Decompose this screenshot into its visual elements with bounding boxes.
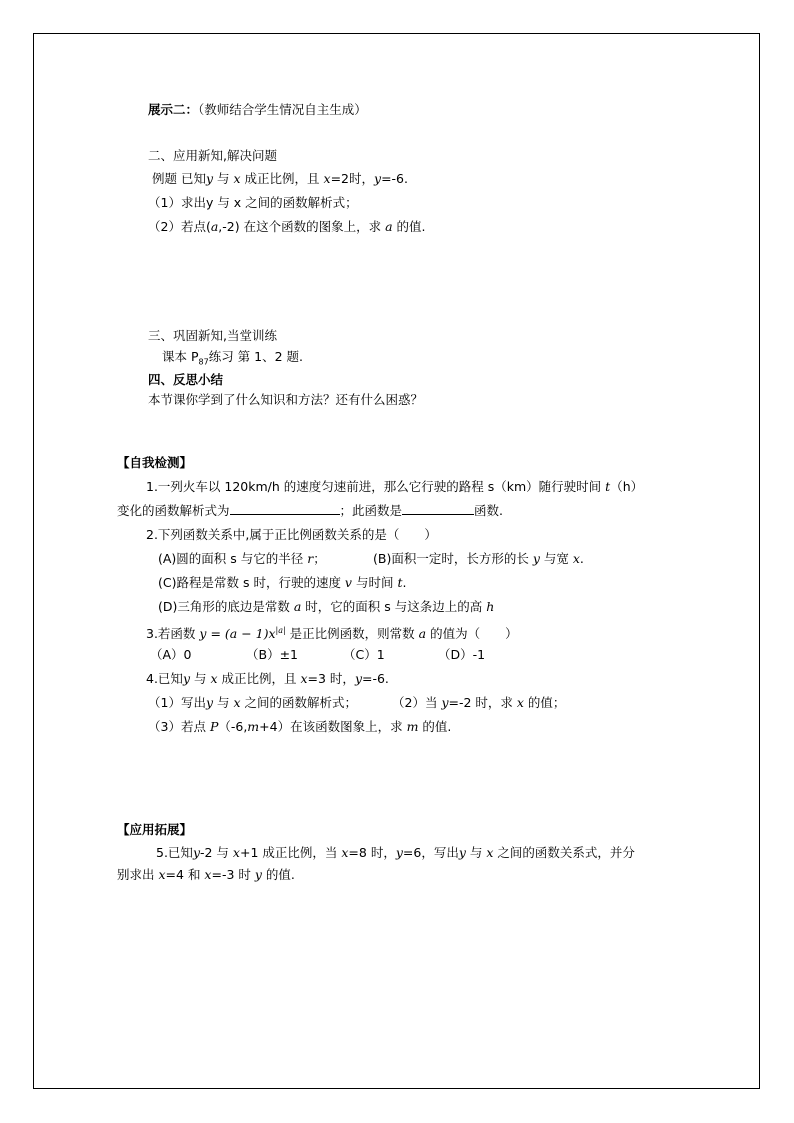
text: 与 xyxy=(190,671,211,686)
text: . xyxy=(402,575,407,590)
selftest-q2a xyxy=(158,551,326,567)
text: =2时， xyxy=(330,171,375,186)
page-subscript: 87 xyxy=(198,357,209,367)
text: （2）当 xyxy=(392,695,442,710)
sec4-line: 本节课你学到了什么知识和方法？还有什么困惑？ xyxy=(148,392,424,407)
text: 的值. xyxy=(418,719,452,734)
formula: y = (a − 1)x xyxy=(199,626,276,642)
text: 时，它的面积 s 与这条边上的高 xyxy=(301,599,487,614)
text: 练习 第 1、2 题. xyxy=(208,349,304,364)
text: (B)面积一定时，长方形的长 xyxy=(373,551,533,566)
answer-blank[interactable] xyxy=(402,503,474,515)
show2-label: 展示二： xyxy=(148,102,199,117)
text: 3.若函数 xyxy=(146,626,200,642)
text: 之间的函数关系式，并分 xyxy=(493,845,635,860)
var-y: y xyxy=(395,845,403,860)
var-x: x xyxy=(572,551,580,566)
text: (A)圆的面积 s 与它的半径 xyxy=(158,551,308,566)
text: =4 和 xyxy=(165,867,205,882)
var-x: x xyxy=(233,695,241,710)
selftest-q2: 2.下列函数关系中,属于正比例函数关系的是（ ） xyxy=(146,527,437,542)
selftest-q1 xyxy=(146,479,643,495)
text: (D)三角形的底边是常数 xyxy=(158,599,294,614)
sec2-example xyxy=(152,171,408,187)
text: 与时间 xyxy=(351,575,398,590)
var-y: y xyxy=(374,171,382,186)
var-y: y xyxy=(458,845,466,860)
var-r: r xyxy=(307,551,314,566)
text: +1 成正比例，当 xyxy=(239,845,342,860)
var-a: a xyxy=(210,219,219,234)
selftest-q3-option-c: （C）1 xyxy=(343,647,385,662)
text: =-6. xyxy=(381,171,408,186)
text: 的值. xyxy=(392,219,426,234)
text: 别求出 xyxy=(117,867,159,882)
answer-blank[interactable] xyxy=(230,503,340,515)
var-x: x xyxy=(323,171,331,186)
text: =-6. xyxy=(362,671,389,686)
text: 函数. xyxy=(474,503,504,518)
extend-line-1 xyxy=(156,845,635,861)
var-t: t xyxy=(605,479,611,494)
text: （3）若点 xyxy=(148,719,210,734)
var-a: a xyxy=(385,219,393,234)
selftest-q4a xyxy=(148,695,357,711)
text: （h） xyxy=(610,479,644,494)
text: =-3 时 xyxy=(211,867,255,882)
text: -2 与 xyxy=(200,845,233,860)
var-x: x xyxy=(210,671,218,686)
var-m: m xyxy=(247,719,260,734)
text: +4）在该函数图象上，求 xyxy=(259,719,407,734)
selftest-q2d xyxy=(158,599,494,615)
var-x: x xyxy=(232,845,240,860)
example-label: 例题 已知 xyxy=(152,171,206,186)
text: ；此函数是 xyxy=(339,503,403,518)
extend-heading: 【应用拓展】 xyxy=(117,822,193,837)
selftest-q4 xyxy=(146,671,389,687)
text: 与 xyxy=(465,845,487,860)
text: 的值为（ ） xyxy=(426,626,518,642)
var-p: P xyxy=(209,719,219,734)
var-x: x xyxy=(486,845,494,860)
text: ,-2) 在这个函数的图象上，求 xyxy=(218,219,386,234)
text: =-2 时，求 xyxy=(448,695,517,710)
text: 与 xyxy=(213,171,234,186)
sec2-q1: （1）求出y 与 x 之间的函数解析式； xyxy=(148,195,358,210)
text: 变化的函数解析式为 xyxy=(117,503,230,518)
text: 与宽 xyxy=(539,551,573,566)
selftest-q1b xyxy=(117,503,503,519)
selftest-q3 xyxy=(146,623,518,642)
selftest-q2b xyxy=(373,551,584,567)
text: 的值. xyxy=(261,867,295,882)
var-y: y xyxy=(205,171,214,186)
selftest-heading: 【自我检测】 xyxy=(117,455,193,470)
text: 1.一列火车以 120km/h 的速度匀速前进，那么它行驶的路程 s（km）随行驶时间 xyxy=(146,479,606,494)
formula-exponent: |a| xyxy=(275,626,286,635)
text: 成正比例，且 xyxy=(240,171,324,186)
var-t: t xyxy=(397,575,403,590)
var-x: x xyxy=(341,845,349,860)
selftest-q4b xyxy=(392,695,565,711)
show2-text: （教师结合学生情况自主生成） xyxy=(198,102,367,117)
extend-line-2 xyxy=(117,867,295,883)
text: =3 时， xyxy=(307,671,355,686)
text: 成正比例，且 xyxy=(217,671,301,686)
text: 与 xyxy=(213,695,234,710)
selftest-q3-option-a: （A）0 xyxy=(150,647,192,662)
text: . xyxy=(579,551,584,566)
selftest-q3-option-b: （B）±1 xyxy=(246,647,299,662)
var-x: x xyxy=(233,171,241,186)
selftest-q2c xyxy=(158,575,406,591)
var-a: a xyxy=(293,599,302,614)
text: （1）写出 xyxy=(148,695,206,710)
text: 是正比例函数，则常数 xyxy=(285,626,419,642)
var-m: m xyxy=(406,719,419,734)
show2-line xyxy=(148,102,367,118)
var-y: y xyxy=(354,671,362,686)
var-y: y xyxy=(254,867,262,882)
text: 课本 P xyxy=(162,349,199,364)
var-x: x xyxy=(300,671,308,686)
sec2-q2 xyxy=(148,219,425,235)
var-x: x xyxy=(204,867,212,882)
text: 5.已知 xyxy=(156,845,193,860)
text: 的值； xyxy=(523,695,566,710)
text: 之间的函数解析式； xyxy=(240,695,358,710)
var-a: a xyxy=(418,626,427,642)
selftest-q3-option-d: （D）-1 xyxy=(438,647,486,662)
text: （-6, xyxy=(218,719,248,734)
text: （2）若点( xyxy=(148,219,211,234)
var-y: y xyxy=(205,695,214,710)
sec4-heading: 四、反思小结 xyxy=(148,372,224,387)
text: ； xyxy=(313,551,326,566)
var-h: h xyxy=(486,599,495,614)
var-y: y xyxy=(441,695,449,710)
var-v: v xyxy=(344,575,352,590)
sec3-line xyxy=(162,349,303,371)
var-y: y xyxy=(182,671,190,686)
sec2-heading: 二、应用新知,解决问题 xyxy=(148,148,277,163)
var-x: x xyxy=(158,867,166,882)
text: =6，写出 xyxy=(402,845,459,860)
text: 4.已知 xyxy=(146,671,183,686)
sec3-heading: 三、巩固新知,当堂训练 xyxy=(148,328,277,343)
selftest-q4c xyxy=(148,719,451,735)
var-y: y xyxy=(532,551,540,566)
var-y: y xyxy=(192,845,200,860)
text: (C)路程是常数 s 时，行驶的速度 xyxy=(158,575,345,590)
var-x: x xyxy=(516,695,524,710)
text: =8 时， xyxy=(348,845,396,860)
